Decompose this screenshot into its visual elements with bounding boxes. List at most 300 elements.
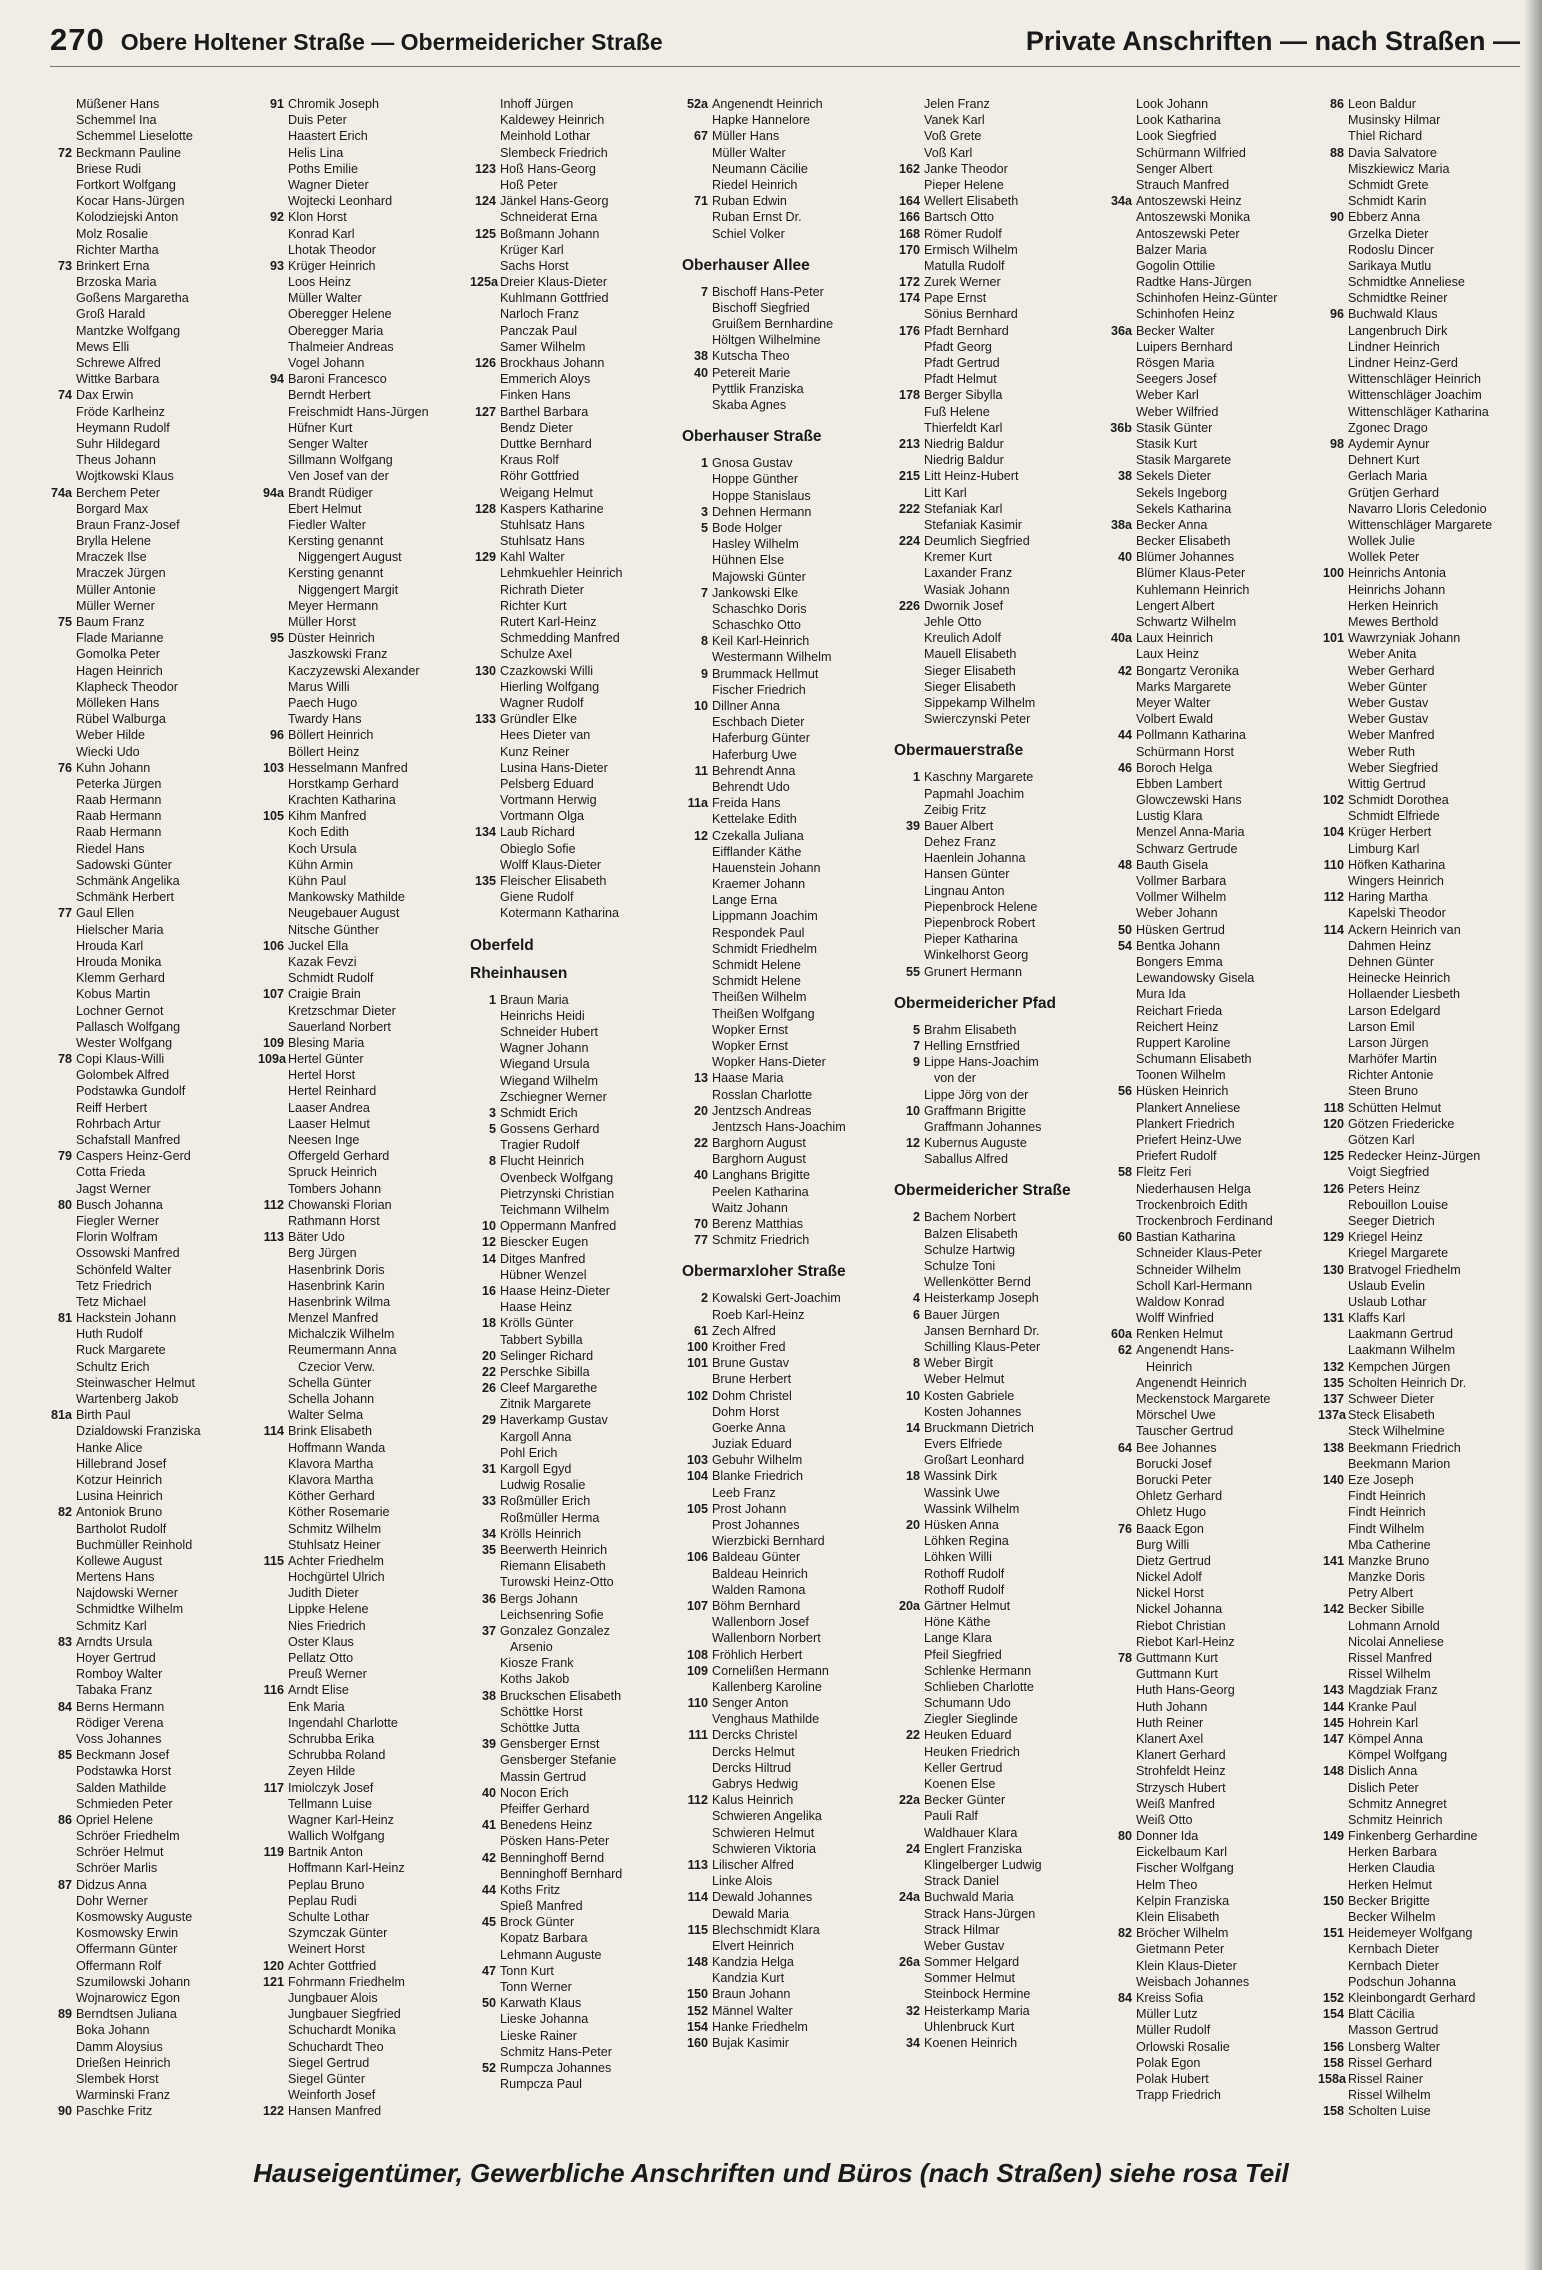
resident-name: Roeb Karl-Heinz bbox=[712, 1307, 805, 1322]
resident-entry bbox=[258, 905, 464, 921]
house-number: 152 bbox=[686, 2003, 708, 2018]
resident-entry bbox=[46, 549, 252, 565]
resident-name: Tellmann Luise bbox=[288, 1796, 373, 1811]
resident-name: Kosmowsky Erwin bbox=[76, 1926, 179, 1941]
resident-name: Teichmann Wilhelm bbox=[500, 1203, 610, 1217]
resident-name: Brinkert Erna bbox=[76, 258, 150, 273]
resident-name: Marus Willi bbox=[288, 679, 350, 694]
resident-entry bbox=[1318, 209, 1524, 225]
house-number: 45 bbox=[481, 1915, 496, 1930]
resident-name: Stasik Margarete bbox=[1136, 453, 1232, 468]
resident-name: Najdowski Werner bbox=[76, 1586, 178, 1601]
house-number: 26a bbox=[898, 1955, 920, 1970]
house-number bbox=[1106, 1812, 1136, 1828]
resident-entry bbox=[470, 2044, 676, 2060]
resident-name: Jansen Bernhard Dr. bbox=[924, 1323, 1040, 1338]
resident-entry bbox=[682, 145, 888, 161]
resident-entry bbox=[682, 1695, 888, 1711]
resident-name: Westermann Wilhelm bbox=[712, 650, 832, 665]
house-number bbox=[470, 1639, 500, 1655]
resident-entry bbox=[682, 455, 888, 471]
resident-entry bbox=[1318, 922, 1524, 938]
resident-name: Offergeld Gerhard bbox=[288, 1149, 390, 1164]
resident-entry bbox=[258, 1893, 464, 1909]
resident-name: Dehnen Günter bbox=[1348, 954, 1435, 969]
resident-name: Manzke Doris bbox=[1348, 1570, 1425, 1585]
house-number: 1 bbox=[912, 770, 920, 785]
house-number bbox=[46, 1796, 76, 1812]
resident-name: Schröer Marlis bbox=[76, 1861, 158, 1876]
house-number: 3 bbox=[700, 504, 708, 519]
resident-name: Leon Baldur bbox=[1348, 97, 1416, 111]
resident-name: Dehnen Hermann bbox=[712, 504, 812, 519]
resident-name: Drießen Heinrich bbox=[76, 2055, 171, 2070]
house-number: 11 bbox=[694, 763, 708, 778]
page-header bbox=[50, 22, 1520, 67]
resident-entry bbox=[258, 1375, 464, 1391]
house-number bbox=[1318, 226, 1348, 242]
resident-entry bbox=[46, 1213, 252, 1229]
resident-name: Kiosze Frank bbox=[500, 1656, 574, 1671]
resident-name: Jagst Werner bbox=[76, 1181, 151, 1196]
resident-entry bbox=[470, 792, 676, 808]
house-number bbox=[1106, 1472, 1136, 1488]
house-number bbox=[258, 1245, 288, 1261]
resident-entry bbox=[682, 1792, 888, 1808]
house-number bbox=[46, 1860, 76, 1876]
resident-name: Lingnau Anton bbox=[924, 883, 1005, 898]
resident-name: Waitz Johann bbox=[712, 1200, 788, 1215]
resident-name: Kuhlmann Gottfried bbox=[500, 291, 609, 306]
resident-name: Leeb Franz bbox=[712, 1485, 776, 1500]
house-number bbox=[1106, 1067, 1136, 1083]
resident-name: Meckenstock Margarete bbox=[1136, 1392, 1271, 1406]
resident-name: Hasenbrink Wilma bbox=[288, 1294, 391, 1309]
resident-name: Szymczak Günter bbox=[288, 1926, 388, 1941]
house-number: 104 bbox=[1322, 825, 1344, 840]
resident-entry bbox=[1106, 1844, 1312, 1860]
resident-name: Wittig Gertrud bbox=[1348, 776, 1426, 791]
resident-entry bbox=[470, 1105, 676, 1121]
resident-entry bbox=[1106, 792, 1312, 808]
resident-entry bbox=[682, 1549, 888, 1565]
resident-entry bbox=[1318, 841, 1524, 857]
resident-name: Lieske Rainer bbox=[500, 2028, 578, 2043]
resident-name: Hrouda Monika bbox=[76, 954, 162, 969]
house-number bbox=[894, 128, 924, 144]
house-number: 114 bbox=[687, 1890, 708, 1905]
resident-name: Karwath Klaus bbox=[500, 1996, 582, 2011]
house-number bbox=[470, 2011, 500, 2027]
resident-name: Pfadt Georg bbox=[924, 339, 992, 354]
resident-name: Tonn Werner bbox=[500, 1980, 572, 1994]
resident-entry bbox=[894, 565, 1100, 581]
resident-name: Schaschko Otto bbox=[712, 618, 801, 633]
resident-name: Salden Mathilde bbox=[76, 1780, 167, 1795]
resident-entry bbox=[470, 1364, 676, 1380]
resident-entry bbox=[258, 1812, 464, 1828]
resident-name: Weber Birgit bbox=[924, 1356, 994, 1371]
resident-entry bbox=[1318, 323, 1524, 339]
resident-entry bbox=[470, 1429, 676, 1445]
resident-name: Eze Joseph bbox=[1348, 1472, 1414, 1487]
resident-name: Panczak Paul bbox=[500, 323, 578, 338]
resident-name: Gogolin Ottilie bbox=[1136, 258, 1216, 273]
house-number bbox=[470, 1655, 500, 1671]
resident-entry bbox=[46, 1569, 252, 1585]
resident-entry bbox=[682, 1873, 888, 1889]
resident-entry bbox=[1318, 549, 1524, 565]
resident-entry bbox=[682, 2003, 888, 2019]
resident-entry bbox=[1106, 1262, 1312, 1278]
resident-entry bbox=[46, 1456, 252, 1472]
resident-entry bbox=[1106, 1326, 1312, 1342]
resident-entry bbox=[258, 1634, 464, 1650]
house-number: 62 bbox=[1117, 1343, 1132, 1358]
resident-entry bbox=[46, 2103, 252, 2119]
house-number bbox=[46, 533, 76, 549]
resident-entry bbox=[682, 633, 888, 649]
house-number: 137a bbox=[1318, 1408, 1347, 1423]
resident-entry bbox=[1318, 1504, 1524, 1520]
house-number bbox=[1318, 420, 1348, 436]
resident-name: Kollewe August bbox=[76, 1553, 163, 1568]
resident-entry bbox=[1106, 1909, 1312, 1925]
house-number bbox=[258, 355, 288, 371]
resident-name: Fiegler Werner bbox=[76, 1213, 160, 1228]
resident-entry bbox=[470, 1396, 676, 1412]
house-number bbox=[1318, 1504, 1348, 1520]
resident-entry bbox=[470, 1671, 676, 1687]
house-number bbox=[258, 614, 288, 630]
resident-entry bbox=[1106, 258, 1312, 274]
house-number bbox=[682, 1006, 712, 1022]
resident-entry bbox=[1106, 306, 1312, 322]
resident-name: Weber Helmut bbox=[924, 1372, 1005, 1387]
house-number: 42 bbox=[481, 1850, 496, 1865]
resident-entry bbox=[470, 1801, 676, 1817]
resident-entry bbox=[258, 517, 464, 533]
house-number: 129 bbox=[474, 550, 496, 565]
resident-entry bbox=[894, 1339, 1100, 1355]
house-number bbox=[258, 857, 288, 873]
house-number bbox=[682, 844, 712, 860]
resident-name: Graffmann Brigitte bbox=[924, 1103, 1026, 1118]
house-number: 105 bbox=[262, 809, 284, 824]
house-number bbox=[258, 1100, 288, 1116]
resident-name: Rissel Rainer bbox=[1348, 2071, 1423, 2086]
resident-entry bbox=[258, 1181, 464, 1197]
resident-entry bbox=[894, 339, 1100, 355]
resident-entry bbox=[46, 646, 252, 662]
resident-name: Englert Franziska bbox=[924, 1841, 1022, 1856]
house-number bbox=[46, 1375, 76, 1391]
resident-entry bbox=[46, 1699, 252, 1715]
house-number bbox=[682, 536, 712, 552]
resident-name: Schmidtke Anneliese bbox=[1348, 275, 1465, 290]
resident-entry bbox=[1318, 565, 1524, 581]
resident-entry bbox=[894, 323, 1100, 339]
house-number: 13 bbox=[693, 1071, 708, 1086]
house-number: 118 bbox=[1323, 1100, 1344, 1115]
resident-name: Fortkort Wolfgang bbox=[76, 177, 176, 192]
resident-entry bbox=[470, 193, 676, 209]
resident-name: Petereit Marie bbox=[712, 365, 791, 380]
resident-entry bbox=[258, 760, 464, 776]
house-number: 158 bbox=[1322, 2055, 1344, 2070]
resident-name: Weber Manfred bbox=[1348, 728, 1435, 743]
resident-name: Ruban Edwin bbox=[712, 194, 787, 209]
resident-entry bbox=[894, 786, 1100, 802]
resident-name: Sieger Elisabeth bbox=[924, 679, 1016, 694]
resident-entry bbox=[682, 1485, 888, 1501]
resident-name: Hühnen Else bbox=[712, 553, 785, 568]
resident-entry bbox=[470, 744, 676, 760]
house-number bbox=[46, 1537, 76, 1553]
resident-entry bbox=[1106, 1019, 1312, 1035]
house-number bbox=[682, 908, 712, 924]
resident-entry bbox=[258, 582, 464, 598]
house-number: 36b bbox=[1110, 420, 1132, 435]
house-number bbox=[1318, 339, 1348, 355]
resident-entry bbox=[894, 883, 1100, 899]
resident-entry bbox=[46, 1488, 252, 1504]
resident-entry bbox=[1106, 679, 1312, 695]
street-heading: Oberhauser Straße bbox=[682, 428, 822, 446]
house-number bbox=[258, 679, 288, 695]
resident-name: Wittenschläger Heinrich bbox=[1348, 372, 1481, 387]
house-number bbox=[682, 989, 712, 1005]
resident-entry bbox=[682, 1630, 888, 1646]
house-number bbox=[894, 420, 924, 436]
resident-name: Vortmann Herwig bbox=[500, 793, 597, 808]
district-heading: Rheinhausen bbox=[470, 964, 568, 982]
resident-entry bbox=[1106, 663, 1312, 679]
resident-entry bbox=[46, 711, 252, 727]
house-number: 2 bbox=[912, 1210, 920, 1225]
resident-name: Dohm Christel bbox=[712, 1388, 792, 1403]
resident-name: Krüger Herbert bbox=[1348, 825, 1432, 840]
resident-entry bbox=[894, 1630, 1100, 1646]
resident-name: Helling Ernstfried bbox=[924, 1038, 1020, 1053]
resident-name: Koths Jakob bbox=[500, 1672, 570, 1687]
resident-name: Müller Werner bbox=[76, 598, 155, 613]
house-number bbox=[46, 1909, 76, 1925]
resident-name: Grzelka Dieter bbox=[1348, 226, 1429, 241]
resident-entry bbox=[894, 1825, 1100, 1841]
house-number bbox=[894, 1970, 924, 1986]
resident-name: Laux Heinz bbox=[1136, 647, 1200, 662]
resident-name: Kobus Martin bbox=[76, 987, 151, 1002]
resident-entry bbox=[470, 1574, 676, 1590]
resident-name: Koenen Heinrich bbox=[924, 2036, 1018, 2050]
resident-entry bbox=[258, 938, 464, 954]
resident-entry bbox=[258, 1925, 464, 1941]
resident-entry bbox=[46, 1682, 252, 1698]
resident-name: Krüger Heinrich bbox=[288, 258, 376, 273]
resident-name: Niedrig Baldur bbox=[924, 436, 1004, 451]
house-number bbox=[470, 792, 500, 808]
resident-name: Tonn Kurt bbox=[500, 1963, 554, 1978]
resident-entry bbox=[1106, 1780, 1312, 1796]
house-number bbox=[470, 1137, 500, 1153]
house-number bbox=[470, 565, 500, 581]
resident-name: Guttmann Kurt bbox=[1136, 1667, 1218, 1682]
resident-entry bbox=[682, 1167, 888, 1183]
resident-name: Heuken Friedrich bbox=[924, 1744, 1020, 1759]
house-number bbox=[46, 1780, 76, 1796]
resident-entry bbox=[46, 1278, 252, 1294]
resident-entry bbox=[470, 889, 676, 905]
house-number bbox=[46, 1003, 76, 1019]
house-number: 104 bbox=[686, 1469, 708, 1484]
resident-name: Jaszkowski Franz bbox=[288, 647, 388, 662]
house-number bbox=[894, 549, 924, 565]
resident-name: Balzer Maria bbox=[1136, 242, 1207, 257]
resident-entry bbox=[1318, 2039, 1524, 2055]
house-number: 34 bbox=[905, 2036, 920, 2050]
resident-name: Müller Antonie bbox=[76, 582, 156, 597]
house-number bbox=[1318, 1132, 1348, 1148]
resident-entry bbox=[470, 1930, 676, 1946]
resident-name: Riebot Christian bbox=[1136, 1618, 1226, 1633]
house-number bbox=[258, 1391, 288, 1407]
house-number bbox=[470, 1801, 500, 1817]
house-number bbox=[894, 1274, 924, 1290]
resident-name: Koenen Else bbox=[924, 1777, 996, 1791]
resident-entry bbox=[1318, 1618, 1524, 1634]
resident-entry bbox=[470, 565, 676, 581]
resident-name: Podstawka Gundolf bbox=[76, 1084, 186, 1099]
house-number bbox=[682, 973, 712, 989]
house-number bbox=[46, 1019, 76, 1035]
resident-name: Vollmer Wilhelm bbox=[1136, 890, 1227, 905]
resident-name: Schwieren Angelika bbox=[712, 1809, 822, 1824]
house-number bbox=[258, 1472, 288, 1488]
resident-entry bbox=[1106, 112, 1312, 128]
resident-entry bbox=[46, 889, 252, 905]
house-number bbox=[46, 549, 76, 565]
resident-name: Selinger Richard bbox=[500, 1348, 594, 1363]
resident-name: Baldeau Günter bbox=[712, 1550, 801, 1565]
house-number: 91 bbox=[269, 97, 284, 111]
house-number bbox=[894, 614, 924, 630]
house-number bbox=[682, 601, 712, 617]
resident-name: Ziegler Sieglinde bbox=[924, 1712, 1018, 1727]
house-number bbox=[894, 1485, 924, 1501]
resident-name: Schmidt Dorothea bbox=[1348, 793, 1449, 808]
resident-name: Menzel Anna-Maria bbox=[1136, 825, 1245, 840]
house-number bbox=[1106, 1019, 1136, 1035]
resident-entry bbox=[46, 1229, 252, 1245]
resident-entry bbox=[1318, 2103, 1524, 2119]
resident-entry bbox=[894, 850, 1100, 866]
resident-name: Sommer Helgard bbox=[924, 1955, 1020, 1970]
house-number bbox=[46, 128, 76, 144]
house-number bbox=[258, 1213, 288, 1229]
house-number: 72 bbox=[57, 145, 72, 160]
resident-entry bbox=[1106, 193, 1312, 209]
resident-name: Prost Johann bbox=[712, 1501, 787, 1516]
house-number bbox=[894, 1630, 924, 1646]
resident-name: Heinrichs Antonia bbox=[1348, 566, 1447, 581]
resident-name: Thiel Richard bbox=[1348, 129, 1423, 144]
resident-entry bbox=[470, 2028, 676, 2044]
resident-name: Keil Karl-Heinrich bbox=[712, 634, 810, 649]
resident-name: Schuchardt Theo bbox=[288, 2039, 384, 2054]
resident-entry bbox=[894, 1135, 1100, 1151]
resident-entry bbox=[1106, 954, 1312, 970]
resident-name: Radtke Hans-Jürgen bbox=[1136, 275, 1252, 290]
resident-name: Warminski Franz bbox=[76, 2088, 170, 2103]
house-number: 158 bbox=[1322, 2104, 1344, 2119]
resident-entry bbox=[1106, 857, 1312, 873]
house-number: 14 bbox=[481, 1251, 496, 1266]
resident-entry bbox=[258, 96, 464, 112]
resident-name: Klein Klaus-Dieter bbox=[1136, 1958, 1237, 1973]
house-number bbox=[682, 209, 712, 225]
resident-name: Gruißem Bernhardine bbox=[712, 317, 834, 332]
resident-name: Fleischer Elisabeth bbox=[500, 874, 607, 888]
house-number bbox=[894, 112, 924, 128]
resident-name: Bratvogel Friedhelm bbox=[1348, 1262, 1461, 1277]
house-number bbox=[1106, 970, 1136, 986]
resident-name: Copi Klaus-Willi bbox=[76, 1052, 165, 1067]
resident-entry bbox=[894, 501, 1100, 517]
resident-name: Chromik Joseph bbox=[288, 97, 379, 111]
house-number bbox=[682, 1151, 712, 1167]
resident-entry bbox=[46, 1747, 252, 1763]
resident-entry bbox=[894, 1954, 1100, 1970]
resident-entry bbox=[894, 1022, 1100, 1038]
resident-entry bbox=[894, 1388, 1100, 1404]
house-number bbox=[1318, 841, 1348, 857]
house-number bbox=[894, 1857, 924, 1873]
house-number: 6 bbox=[912, 1307, 920, 1322]
resident-entry bbox=[258, 695, 464, 711]
resident-entry bbox=[894, 1371, 1100, 1387]
resident-name: Müller Rudolf bbox=[1136, 2023, 1211, 2038]
resident-entry bbox=[258, 1990, 464, 2006]
resident-name: Schulze Toni bbox=[924, 1259, 996, 1273]
resident-entry bbox=[46, 1763, 252, 1779]
house-number: 160 bbox=[686, 2036, 708, 2050]
resident-name: Voigt Siegfried bbox=[1348, 1165, 1430, 1180]
resident-entry bbox=[46, 792, 252, 808]
resident-entry bbox=[682, 381, 888, 397]
resident-entry bbox=[1106, 1051, 1312, 1067]
resident-entry bbox=[470, 1283, 676, 1299]
resident-name: Sieger Elisabeth bbox=[924, 663, 1016, 678]
resident-name: Klavora Martha bbox=[288, 1472, 374, 1487]
resident-entry bbox=[1106, 1181, 1312, 1197]
resident-entry bbox=[258, 1650, 464, 1666]
resident-name: Weinert Horst bbox=[288, 1942, 365, 1957]
resident-name: Guttmann Kurt bbox=[1136, 1651, 1218, 1665]
resident-entry bbox=[258, 1407, 464, 1423]
resident-name: Kutscha Theo bbox=[712, 349, 790, 364]
resident-name: Duis Peter bbox=[288, 113, 347, 128]
house-number bbox=[1106, 1682, 1136, 1698]
house-number bbox=[682, 1825, 712, 1841]
resident-entry bbox=[1106, 161, 1312, 177]
house-number bbox=[46, 96, 76, 112]
resident-name: Angenendt Heinrich bbox=[1136, 1375, 1247, 1390]
resident-entry bbox=[46, 1666, 252, 1682]
resident-name: Stasik Günter bbox=[1136, 420, 1213, 435]
resident-name: Schöttke Jutta bbox=[500, 1721, 580, 1735]
resident-entry bbox=[470, 1542, 676, 1558]
